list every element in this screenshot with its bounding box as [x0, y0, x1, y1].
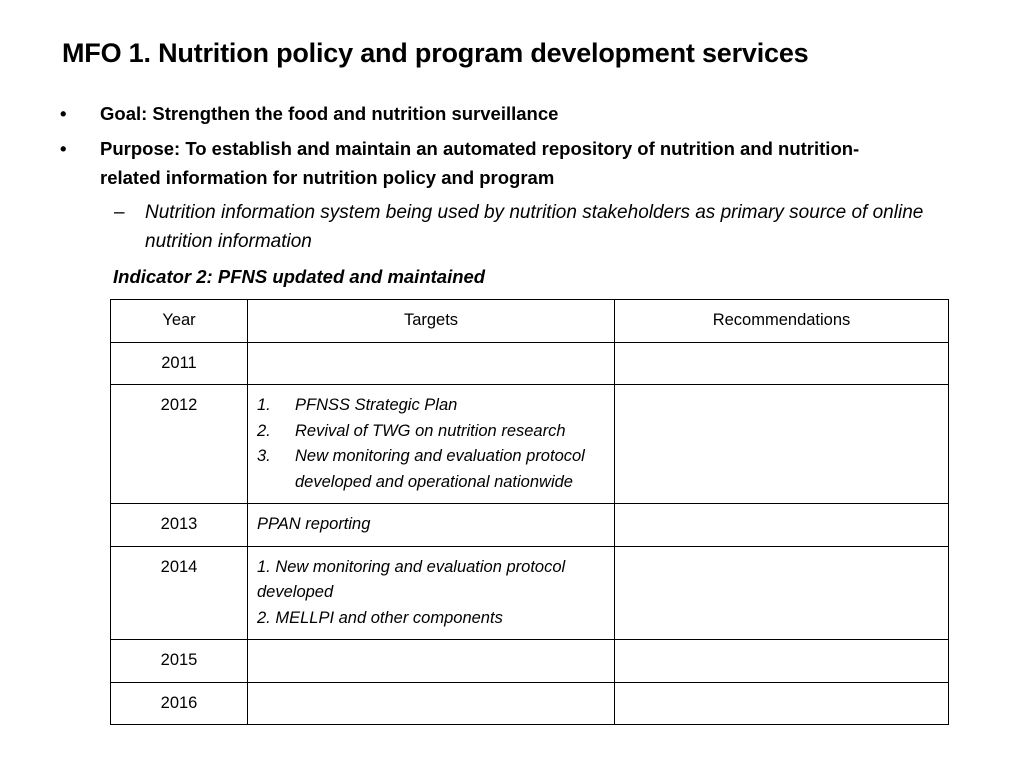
- table-row: [111, 385, 949, 504]
- recommendations-cell: [615, 682, 949, 725]
- year-cell: 2012: [111, 385, 248, 504]
- list-item-text: New monitoring and evaluation protocol developed and operational nationwide: [295, 447, 585, 491]
- header-year: Year: [111, 300, 248, 343]
- targets-cell: [248, 342, 615, 385]
- list-item: [257, 393, 605, 419]
- goal-text: Goal: Strengthen the food and nutrition surveillance: [100, 103, 559, 124]
- sub-bullet-text: Nutrition information system being used by nutrition stakeholders as primary source of online nutrition information: [145, 202, 924, 252]
- table-row: [111, 546, 949, 640]
- slide-title: MFO 1. Nutrition policy and program development services: [62, 38, 809, 68]
- header-targets: Targets: [248, 300, 615, 343]
- dash-marker: –: [114, 202, 125, 223]
- table-row: [111, 640, 949, 683]
- list-number: 1.: [257, 396, 271, 414]
- list-item: [257, 444, 605, 495]
- purpose-bullet: [60, 134, 900, 192]
- targets-cell: [248, 546, 615, 640]
- bullet-marker: •: [60, 103, 67, 124]
- list-number: 2.: [257, 421, 271, 440]
- year-cell: 2014: [111, 546, 248, 640]
- recommendations-cell: [615, 546, 949, 640]
- targets-cell: [248, 640, 615, 683]
- targets-cell: [248, 682, 615, 725]
- table-row: [111, 504, 949, 547]
- targets-table: [110, 299, 949, 725]
- target-list: [257, 393, 605, 495]
- table-row: [111, 682, 949, 725]
- goal-bullet: [60, 99, 960, 128]
- list-item-text: Revival of TWG on nutrition research: [295, 421, 566, 440]
- list-item-text: PFNSS Strategic Plan: [295, 396, 458, 414]
- targets-cell: PPAN reporting: [248, 504, 615, 547]
- header-recommendations: Recommendations: [615, 300, 949, 343]
- target-line: 2. MELLPI and other components: [257, 608, 503, 627]
- year-cell: 2016: [111, 682, 248, 725]
- targets-cell: [248, 385, 615, 504]
- recommendations-cell: [615, 385, 949, 504]
- indicator-label: Indicator 2: PFNS updated and maintained: [113, 266, 486, 287]
- year-cell: 2011: [111, 342, 248, 385]
- purpose-text: Purpose: To establish and maintain an automated repository of nutrition and nutrition-related information for nutrition policy and program: [100, 138, 860, 188]
- list-item: [257, 419, 605, 445]
- list-number: 3.: [257, 447, 271, 465]
- recommendations-cell: [615, 504, 949, 547]
- year-cell: 2015: [111, 640, 248, 683]
- recommendations-cell: [615, 640, 949, 683]
- sub-bullet: [114, 198, 925, 256]
- recommendations-cell: [615, 342, 949, 385]
- table-row: [111, 342, 949, 385]
- bullet-marker: •: [60, 138, 67, 159]
- table-header-row: [111, 300, 949, 343]
- year-cell: 2013: [111, 504, 248, 547]
- target-line: 1. New monitoring and evaluation protocol developed: [257, 557, 566, 601]
